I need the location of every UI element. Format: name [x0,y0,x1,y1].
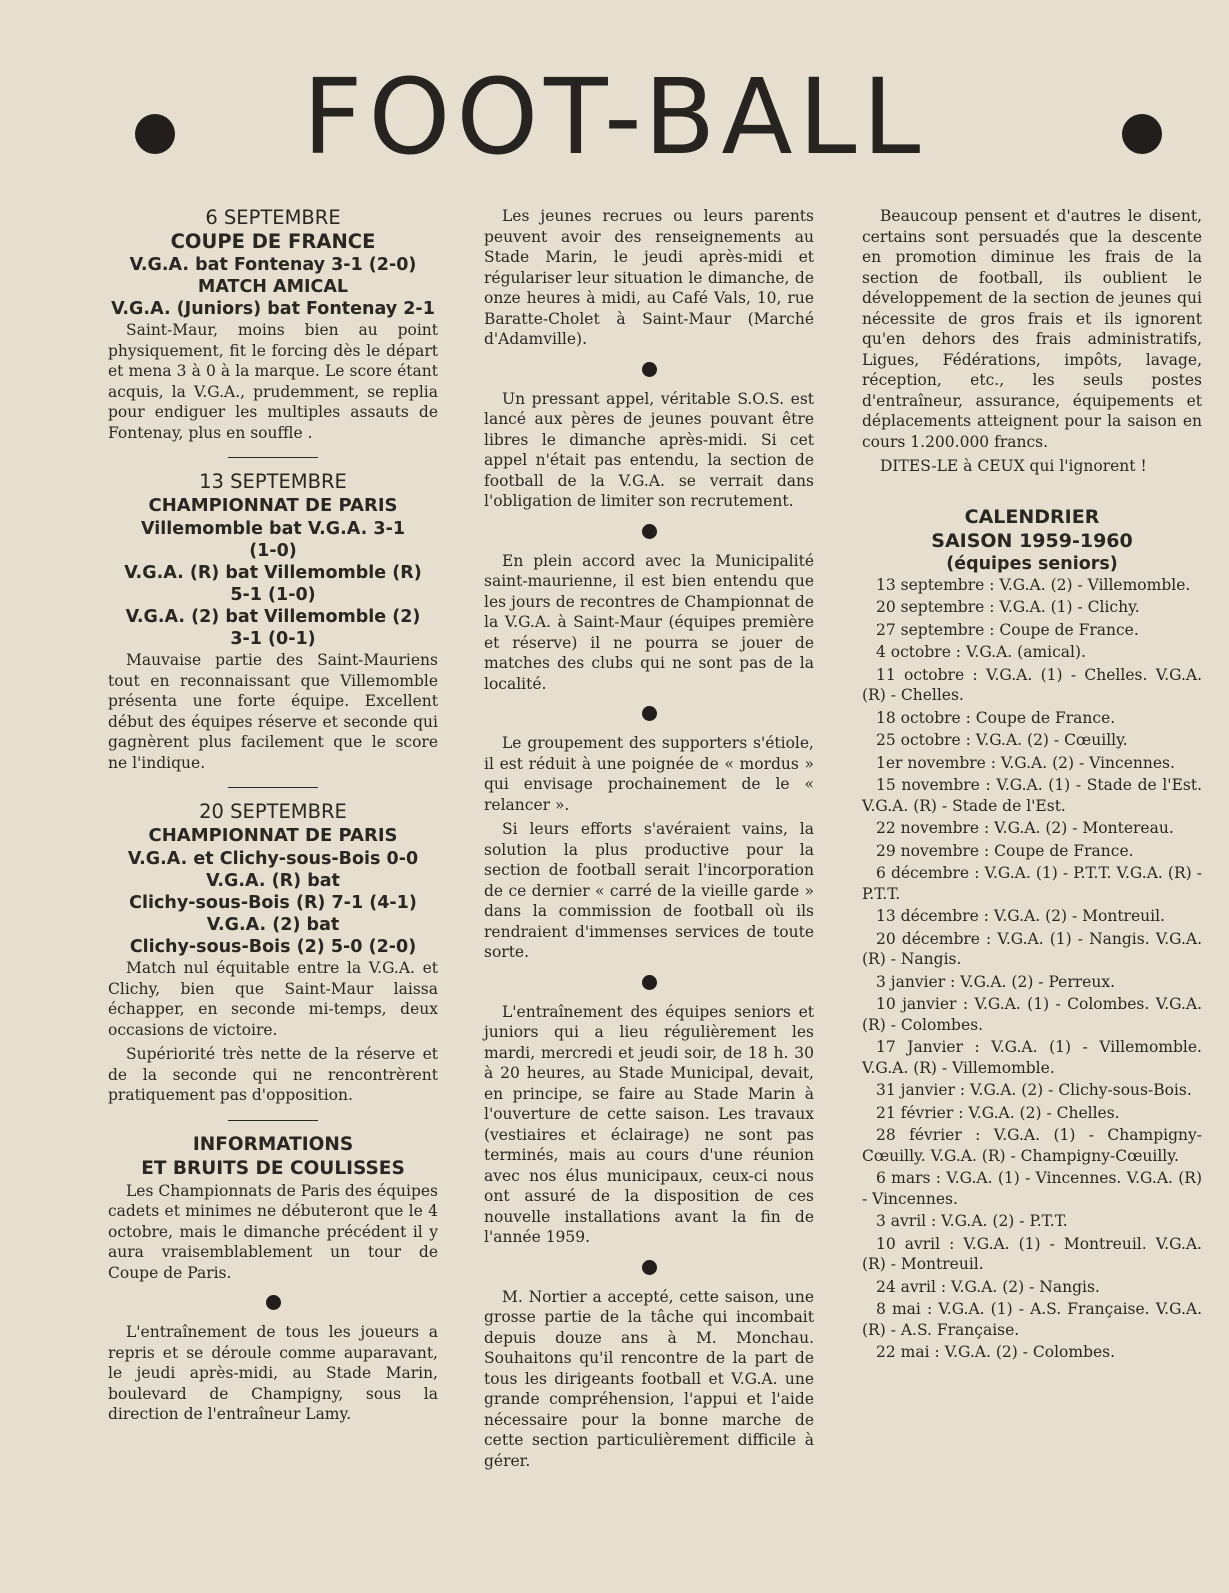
match-report: Mauvaise partie des Saint-Mauriens tout en reconnaissant que Villemomble présenta une forte équipe. Excellent début des équipes réserve et seconde qui gagnèrent plus facilement que le score ne l'indique. [108,651,438,772]
match-result: V.G.A. (R) bat Villemomble (R) [124,563,422,583]
competition-title: MATCH AMICAL [197,277,349,297]
calendar-entry: 20 décembre : V.G.A. (1) - Nangis. V.G.A. (R) - Nangis. [862,929,1202,968]
column-middle [484,206,814,1475]
info-paragraph: En plein accord avec la Municipalité saint-maurienne, il est bien entendu que les jours de recontres de Championnat de la V.G.A. à Saint-Maur (équipes première et réserve) il ne pourra se jouer de matches des clubs qui ne sont pas de la localité. [484,551,814,693]
calendar-entry: 15 novembre : V.G.A. (1) - Stade de l'Est. V.G.A. (R) - Stade de l'Est. [862,776,1202,815]
calendar-entry: 25 octobre : V.G.A. (2) - Cœuilly. [876,731,1128,749]
info-paragraph: Un pressant appel, véritable S.O.S. est lancé aux pères de jeunes pouvant être libres le dimanche après-midi. Si cet appel n'était pas entendu, la section de football de la V.G.A. se verrait dans l'obligation de limiter son recrutement. [484,389,814,510]
match-report: Supériorité très nette de la réserve et de la seconde qui ne rencontrèrent pratiquement pas d'opposition. [108,1045,438,1104]
calendar-title: CALENDRIER [964,505,1100,528]
calendar-entry: 11 octobre : V.G.A. (1) - Chelles. V.G.A. (R) - Chelles. [862,665,1202,704]
calendar-entry: 22 mai : V.G.A. (2) - Colombes. [876,1343,1116,1361]
match-result: Villemomble bat V.G.A. 3-1 [140,519,406,539]
info-paragraph: Si leurs efforts s'avéraient vains, la solution la plus productive pour la section de football serait l'incorporation de ce dernier « carré de la vieille garde » dans la commission de football où ils rendraient d'immenses services de toute sorte. [484,820,814,961]
match-date: 6 SEPTEMBRE [205,206,341,229]
column-right [862,206,1202,1365]
divider [228,787,318,788]
calendar-entry: 3 avril : V.G.A. (2) - P.T.T. [876,1212,1068,1230]
masthead [0,56,1229,178]
calendar-entry: 4 octobre : V.G.A. (amical). [876,643,1086,661]
match-result: V.G.A. (R) bat [206,871,340,891]
calendar-entry: 13 décembre : V.G.A. (2) - Montreuil. [876,907,1165,925]
calendar-entry: 13 septembre : V.G.A. (2) - Villemomble. [876,575,1191,594]
info-paragraph: Les Championnats de Paris des équipes cadets et minimes ne débuteront que le 4 octobre, mais le dimanche précédent il y aura vraisemblablement un tour de Coupe de Paris. [108,1181,438,1282]
info-paragraph: Les jeunes recrues ou leurs parents peuvent avoir des renseignements au Stade Marin, le jeudi après-midi et régulariser leur situation le dimanche, de onze heures à midi, au Café Vals, 10, rue Baratte-Cholet à Saint-Maur (Marché d'Adamville). [484,207,814,348]
bullet-separator-icon [642,524,657,539]
calendar-entry: 21 février : V.G.A. (2) - Chelles. [876,1103,1120,1122]
match-report: Match nul équitable entre la V.G.A. et Clichy, bien que Saint-Maur laissa échapper, en seconde mi-temps, deux occasions de victoire. [108,959,438,1039]
match-date: 13 SEPTEMBRE [199,470,347,493]
calendar-entry: 1er novembre : V.G.A. (2) - Vincennes. [876,753,1175,772]
bullet-separator-icon [266,1295,281,1310]
calendar-entry: 31 janvier : V.G.A. (2) - Clichy-sous-Bois. [876,1081,1192,1099]
competition-title: CHAMPIONNAT DE PARIS [148,495,398,516]
competition-title: COUPE DE FRANCE [170,230,376,253]
match-date: 20 SEPTEMBRE [199,800,347,823]
calendar-entry: 3 janvier : V.G.A. (2) - Perreux. [876,972,1116,991]
column-left [108,206,438,1429]
bullet-separator-icon [642,1260,657,1275]
calendar-entry: 28 février : V.G.A. (1) - Champigny-Cœuilly. V.G.A. (R) - Champigny-Cœuilly. [862,1126,1202,1165]
calendar-entry: 10 janvier : V.G.A. (1) - Colombes. V.G.A. (R) - Colombes. [862,995,1202,1034]
calendar-entry: 20 septembre : V.G.A. (1) - Clichy. [876,598,1140,616]
match-result: V.G.A. (2) bat [206,915,340,935]
calendar-entry: 18 octobre : Coupe de France. [876,708,1116,727]
match-report: Saint-Maur, moins bien au point physiquement, fit le forcing dès le départ et mena 3 à 0 à la marque. Le score étant acquis, la V.G.A., prudemment, se replia pour endiguer les multiples assauts de Fontenay, plus en souffle . [108,321,438,442]
info-paragraph: L'entraînement de tous les joueurs a repris et se déroule comme auparavant, le jeudi après-midi, au Stade Marin, boulevard de Champigny, sous la direction de l'entraîneur Lamy. [108,1323,438,1423]
calendar-entry: 17 Janvier : V.G.A. (1) - Villemomble. V.G.A. (R) - Villemomble. [862,1038,1202,1077]
calendar-season: SAISON 1959-1960 [931,529,1133,552]
info-paragraph: Le groupement des supporters s'étiole, il est réduit à une poignée de « mordus » qui envisage prochainement de le « relancer ». [484,734,814,814]
bullet-separator-icon [642,975,657,990]
calendar-list [862,575,1202,1363]
competition-title: CHAMPIONNAT DE PARIS [148,825,398,846]
info-paragraph: M. Nortier a accepté, cette saison, une grosse partie de la tâche qui incombait depuis douze ans à M. Monchau. Souhaitons qu'il rencontre de la part de tous les dirigeants football et V.G.A. une grande compréhension, l'appui et l'aide nécessaire pour la bonne marche de cette section particulièrement difficile à gérer. [484,1287,814,1470]
match-result: V.G.A. (Juniors) bat Fontenay 2-1 [111,299,435,319]
match-result-score: Clichy-sous-Bois (R) 7-1 (4-1) [129,893,417,913]
match-result-score: 5-1 (1-0) [230,585,316,605]
calendar-entry: 6 décembre : V.G.A. (1) - P.T.T. V.G.A. (R) - P.T.T. [862,864,1202,903]
divider [228,1120,318,1121]
match-result: V.G.A. et Clichy-sous-Bois 0-0 [127,849,419,869]
page-title: FOOT-BALL [302,56,927,178]
section-title: INFORMATIONS [192,1133,354,1155]
match-result: V.G.A. bat Fontenay 3-1 (2-0) [129,255,417,275]
bullet-right-icon [1122,114,1162,154]
info-paragraph: L'entraînement des équipes seniors et juniors qui a lieu régulièrement les mardi, mercredi et jeudi soir, de 18 h. 30 à 20 heures, au Stade Municipal, devait, en principe, se faire au Stade Marin à l'ouverture de cette saison. Les travaux (vestiaires et éclairage) ne sont pas terminés, mais au cours d'une réunion avec nos élus municipaux, ceux-ci nous ont assuré de la disposition de ces nouvelle installations avant la fin de l'année 1959. [484,1002,814,1246]
calendar-entry: 27 septembre : Coupe de France. [876,620,1139,639]
match-result: V.G.A. (2) bat Villemomble (2) [125,607,421,627]
bullet-separator-icon [642,706,657,721]
match-result-score: (1-0) [249,541,297,561]
calendar-entry: 29 novembre : Coupe de France. [876,841,1134,860]
calendar-subtitle: (équipes seniors) [946,553,1118,574]
calendar-entry: 6 mars : V.G.A. (1) - Vincennes. V.G.A. (R) - Vincennes. [862,1169,1202,1208]
calendar-entry: 8 mai : V.G.A. (1) - A.S. Française. V.G.A. (R) - A.S. Française. [862,1300,1202,1339]
calendar-entry: 10 avril : V.G.A. (1) - Montreuil. V.G.A. (R) - Montreuil. [862,1234,1202,1273]
section-title: ET BRUITS DE COULISSES [141,1157,405,1179]
callout-text: DITES-LE à CEUX qui l'ignorent ! [880,457,1147,475]
calendar-entry: 24 avril : V.G.A. (2) - Nangis. [876,1277,1100,1296]
match-result-score: Clichy-sous-Bois (2) 5-0 (2-0) [129,937,417,957]
calendar-entry: 22 novembre : V.G.A. (2) - Montereau. [876,819,1174,837]
bullet-separator-icon [642,362,657,377]
info-paragraph: Beaucoup pensent et d'autres le disent, certains sont persuadés que la descente en promotion diminue les frais de la section de football, ils oublient le développement de la section de jeunes qui nécessite de gros frais et ils ignorent qu'en dehors des frais administratifs, Ligues, Fédérations, impôts, lavage, réception, etc., les seuls postes d'entraîneur, assurance, équipements et déplacements atteignent pour la saison en cours 1.200.000 francs. [862,207,1202,451]
match-result-score: 3-1 (0-1) [230,629,316,649]
divider [228,457,318,458]
